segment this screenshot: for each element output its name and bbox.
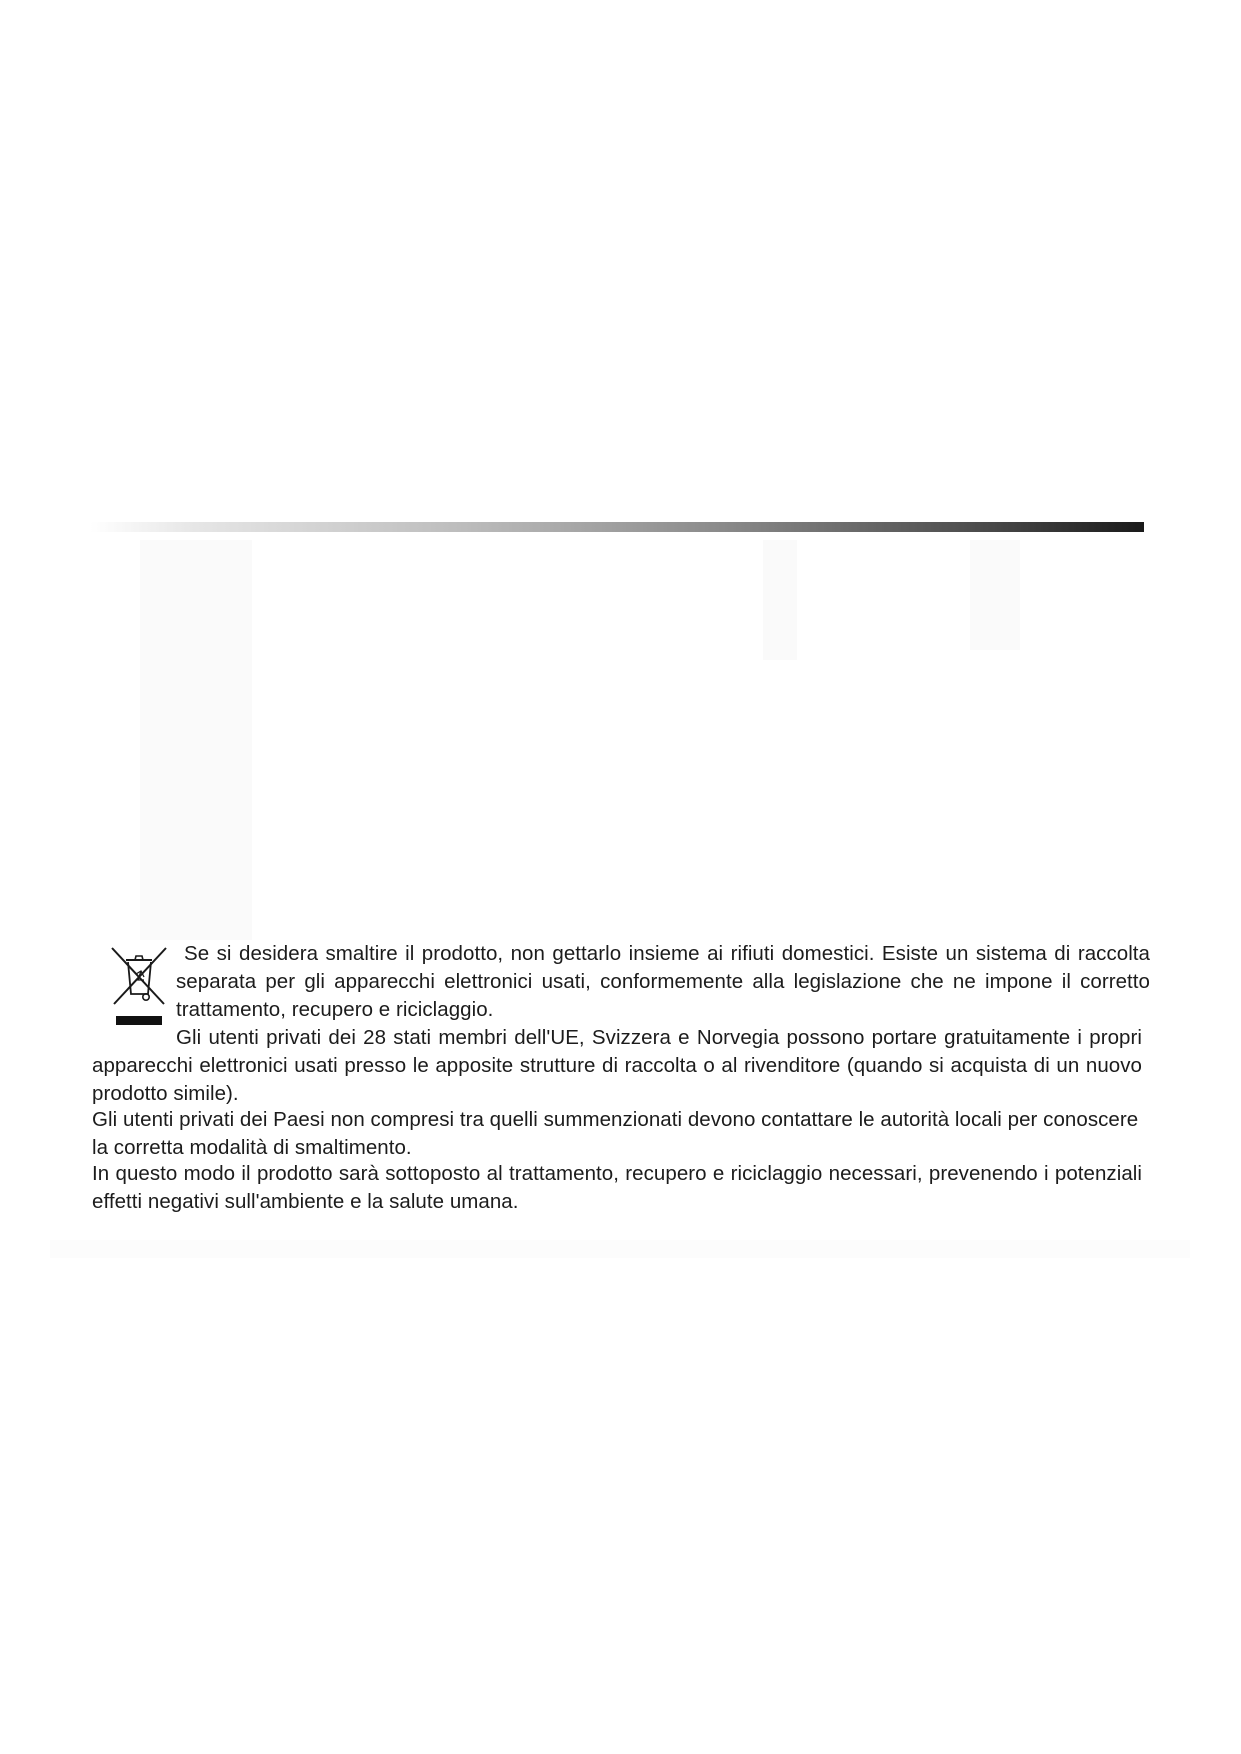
faint-background-mark xyxy=(50,1240,1190,1258)
disposal-paragraph-3: Gli utenti privati dei Paesi non compresi tra quelli summenzionati devono contattare le autorità locali per conoscere la corretta modalità di smaltimento. xyxy=(92,1108,1139,1159)
crossed-out-wheelie-bin-icon xyxy=(108,944,170,1028)
faint-background-mark xyxy=(763,540,797,660)
disposal-paragraph-4: In questo modo il prodotto sarà sottoposto al trattamento, recupero e riciclaggio necessari, prevenendo i potenziali effetti negativi sull'ambiente e la salute umana. xyxy=(92,1162,1142,1213)
faint-background-mark xyxy=(140,540,252,940)
section-divider-rule xyxy=(90,522,1144,532)
disposal-paragraph-2: Gli utenti privati dei 28 stati membri dell'UE, Svizzera e Norvegia possono portare gratuitamente i propri apparecchi elettronici usati presso le apposite strutture di raccolta o al rivenditore (quando si acquista di un nuovo prodotto simile). xyxy=(92,1026,1142,1105)
faint-background-mark xyxy=(970,540,1020,650)
disposal-paragraph-1: Se si desidera smaltire il prodotto, non gettarlo insieme ai rifiuti domestici. Esiste un sistema di raccolta separata per gli apparecchi elettronici usati, conformemente alla legislazione che ne impone il corretto trattamento, recupero e riciclaggio. xyxy=(176,942,1150,1021)
